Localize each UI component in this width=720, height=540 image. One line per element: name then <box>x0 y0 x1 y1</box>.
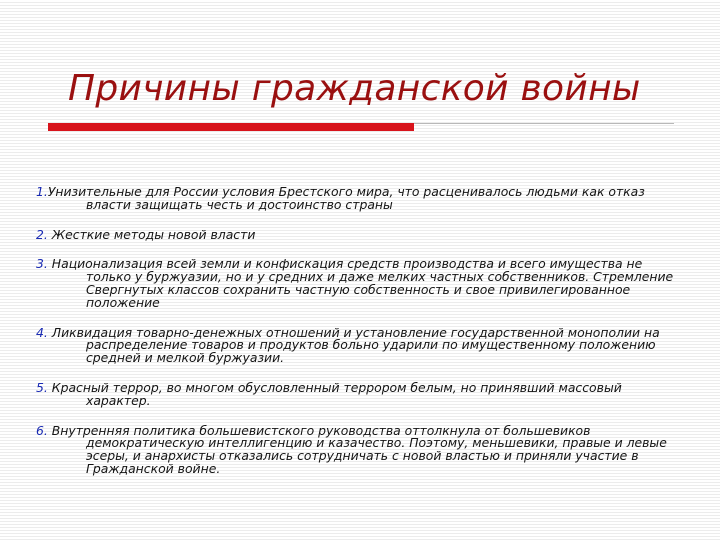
item-number: 2. <box>36 226 48 242</box>
title-divider-line <box>414 123 674 124</box>
list-item <box>36 324 676 366</box>
item-number: 6. <box>36 422 48 438</box>
item-number: 3. <box>36 256 48 272</box>
slide-title: Причины гражданской войны <box>68 68 641 109</box>
item-number: 1. <box>36 184 48 199</box>
item-text: Национализация всей земли и конфискация средств производства и всего имущества не только у буржуазии, но и у средних и даже мелких частных собственников. Стремление Свергнутых классов сохранить частную собственность и свое привилегированное положение <box>51 256 674 310</box>
item-text: Жесткие методы новой власти <box>51 226 256 242</box>
title-accent-bar <box>48 123 414 131</box>
list-item <box>36 258 676 309</box>
list-item <box>36 379 676 408</box>
item-text: Красный террор, во многом обусловленный террором белым, но принявший массовый характер. <box>51 379 622 408</box>
list-item <box>36 186 676 212</box>
item-number: 4. <box>36 324 48 340</box>
list-item <box>36 226 676 242</box>
item-number: 5. <box>36 379 48 395</box>
item-text: Ликвидация товарно-денежных отношений и установление государственной монополии на распределение товаров и продуктов больно ударили по имущественному положению средней и мелкой буржуазии. <box>51 324 660 366</box>
item-text: Унизительные для России условия Брестского мира, что расценивалось людьми как отказ власти защищать честь и достоинство страны <box>47 184 645 212</box>
item-text: Внутренняя политика большевистского руководства оттолкнула от большевиков демократическую интеллигенцию и казачество. Поэтому, меньшевики, правые и левые эсеры, и анархисты отказались сотрудничать с новой властью и приняли участие в Гражданской войне. <box>51 422 667 476</box>
list-item <box>36 422 676 476</box>
causes-list <box>36 186 676 493</box>
